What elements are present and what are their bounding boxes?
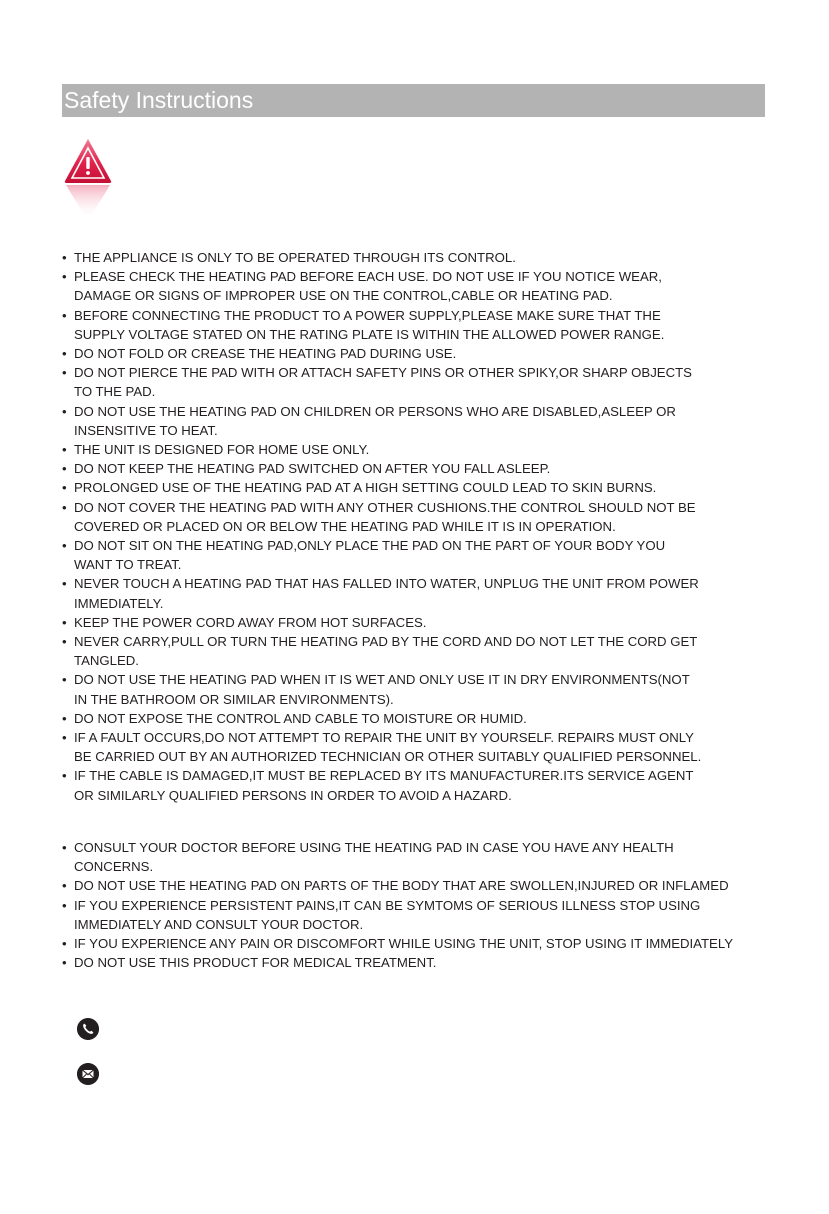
safety-instruction-item (62, 574, 701, 612)
list-item-text: • BEFORE CONNECTING THE PRODUCT TO A POWER SUPPLY,PLEASE MAKE SURE THAT THE (74, 307, 661, 323)
list-item-text: • DO NOT PIERCE THE PAD WITH OR ATTACH SAFETY PINS OR OTHER SPIKY,OR SHARP OBJECTS (74, 365, 692, 381)
list-item-text: COVERED OR PLACED ON OR BELOW THE HEATING PAD WHILE IT IS IN OPERATION. (74, 518, 616, 534)
list-item-text: OR SIMILARLY QUALIFIED PERSONS IN ORDER TO AVOID A HAZARD. (74, 787, 512, 803)
list-item-text: BE CARRIED OUT BY AN AUTHORIZED TECHNICIAN OR OTHER SUITABLY QUALIFIED PERSONNEL. (74, 749, 702, 765)
safety-instruction-item (62, 306, 701, 344)
safety-instruction-item (62, 728, 701, 766)
list-item-text: • IF YOU EXPERIENCE ANY PAIN OR DISCOMFORT WHILE USING THE UNIT, STOP USING IT IMMEDIATELY (74, 936, 734, 952)
safety-instruction-item (62, 459, 701, 478)
safety-instruction-item (62, 766, 701, 804)
list-item-text: • DO NOT FOLD OR CREASE THE HEATING PAD DURING USE. (74, 346, 457, 362)
list-item-text: • CONSULT YOUR DOCTOR BEFORE USING THE HEATING PAD IN CASE YOU HAVE ANY HEALTH (74, 840, 674, 855)
health-instruction-item (62, 838, 733, 876)
list-item-text: INSENSITIVE TO HEAT. (74, 422, 218, 438)
health-instruction-item (62, 896, 733, 934)
list-item-text: • NEVER TOUCH A HEATING PAD THAT HAS FALLED INTO WATER, UNPLUG THE UNIT FROM POWER (74, 576, 699, 592)
list-item-text: • PROLONGED USE OF THE HEATING PAD AT A HIGH SETTING COULD LEAD TO SKIN BURNS. (74, 480, 657, 496)
section-header-bar (62, 84, 765, 117)
list-item-text: • DO NOT USE THE HEATING PAD ON CHILDREN OR PERSONS WHO ARE DISABLED,ASLEEP OR (74, 403, 676, 419)
health-instruction-item (62, 934, 733, 953)
safety-instruction-item (62, 709, 701, 728)
list-item-text: CONCERNS. (74, 859, 154, 875)
phone-icon (77, 1018, 99, 1040)
section-title: Safety Instructions (64, 87, 254, 113)
warning-triangle-icon (63, 137, 113, 222)
list-item-text: TO THE PAD. (74, 384, 156, 400)
safety-instruction-item (62, 248, 701, 267)
list-item-text: WANT TO TREAT. (74, 557, 182, 573)
health-instruction-item (62, 876, 733, 895)
safety-instruction-item (62, 440, 701, 459)
list-item-text: • THE APPLIANCE IS ONLY TO BE OPERATED THROUGH ITS CONTROL. (74, 250, 516, 265)
safety-instruction-item (62, 344, 701, 363)
list-item-text: • DO NOT EXPOSE THE CONTROL AND CABLE TO MOISTURE OR HUMID. (74, 710, 527, 726)
safety-instruction-item (62, 536, 701, 574)
list-item-text: TANGLED. (74, 653, 139, 669)
safety-instruction-item (62, 363, 701, 401)
list-item-text: IMMEDIATELY AND CONSULT YOUR DOCTOR. (74, 916, 364, 932)
safety-instruction-item (62, 632, 701, 670)
safety-instruction-item (62, 670, 701, 708)
list-item-text: SUPPLY VOLTAGE STATED ON THE RATING PLATE IS WITHIN THE ALLOWED POWER RANGE. (74, 326, 665, 342)
safety-instruction-item (62, 478, 701, 497)
list-item-text: • DO NOT COVER THE HEATING PAD WITH ANY OTHER CUSHIONS.THE CONTROL SHOULD NOT BE (74, 499, 696, 515)
list-item-text: • IF THE CABLE IS DAMAGED,IT MUST BE REPLACED BY ITS MANUFACTURER.ITS SERVICE AGENT (74, 768, 694, 784)
safety-instruction-item (62, 613, 701, 632)
list-item-text: • PLEASE CHECK THE HEATING PAD BEFORE EACH USE. DO NOT USE IF YOU NOTICE WEAR, (74, 269, 662, 285)
list-item-text: • KEEP THE POWER CORD AWAY FROM HOT SURFACES. (74, 614, 427, 630)
safety-instruction-item (62, 498, 701, 536)
list-item-text: • DO NOT USE THE HEATING PAD ON PARTS OF THE BODY THAT ARE SWOLLEN,INJURED OR INFLAMED (74, 878, 729, 894)
list-item-text: • THE UNIT IS DESIGNED FOR HOME USE ONLY. (74, 442, 370, 458)
list-item-text: • NEVER CARRY,PULL OR TURN THE HEATING PAD BY THE CORD AND DO NOT LET THE CORD GET (74, 634, 698, 650)
list-item-text: • IF A FAULT OCCURS,DO NOT ATTEMPT TO REPAIR THE UNIT BY YOURSELF. REPAIRS MUST ONLY (74, 730, 694, 746)
health-instructions-list (62, 838, 733, 972)
health-instruction-item (62, 953, 733, 972)
list-item-text: • DO NOT KEEP THE HEATING PAD SWITCHED ON AFTER YOU FALL ASLEEP. (74, 461, 551, 477)
email-icon (77, 1063, 99, 1085)
list-item-text: • IF YOU EXPERIENCE PERSISTENT PAINS,IT CAN BE SYMTOMS OF SERIOUS ILLNESS STOP USING (74, 897, 701, 913)
list-item-text: DAMAGE OR SIGNS OF IMPROPER USE ON THE CONTROL,CABLE OR HEATING PAD. (74, 288, 613, 304)
list-item-text: • DO NOT USE THE HEATING PAD WHEN IT IS WET AND ONLY USE IT IN DRY ENVIRONMENTS(NOT (74, 672, 690, 688)
list-item-text: IMMEDIATELY. (74, 595, 164, 611)
safety-instruction-item (62, 402, 701, 440)
list-item-text: • DO NOT USE THIS PRODUCT FOR MEDICAL TREATMENT. (74, 955, 437, 971)
safety-instructions-list (62, 248, 701, 805)
list-item-text: • DO NOT SIT ON THE HEATING PAD,ONLY PLACE THE PAD ON THE PART OF YOUR BODY YOU (74, 538, 666, 554)
safety-instruction-item (62, 267, 701, 305)
list-item-text: IN THE BATHROOM OR SIMILAR ENVIRONMENTS). (74, 691, 394, 707)
